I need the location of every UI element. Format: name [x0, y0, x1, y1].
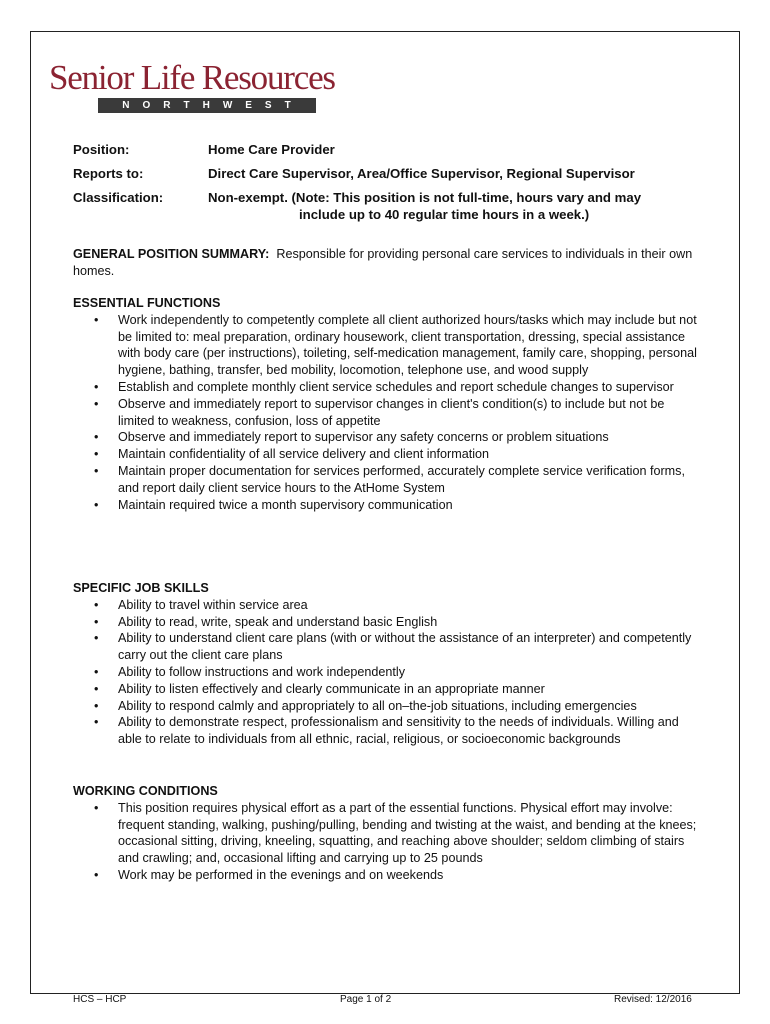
- list-item: • Work independently to competently complete all client authorized hours/tasks which may include but not be limited to: meal preparation, ordinary housework, client transportation, dressing, special assistance with body care (per instructions), toileting, self-medication management, family care, shopping, personal hygiene, bathing, transfer, bed mobility, locomotion, telephone use, and wood supply: [73, 312, 703, 379]
- footer-doc-code: HCS – HCP: [73, 994, 127, 1005]
- summary-text: Responsible for providing personal care services to individuals in their own homes.: [73, 247, 693, 278]
- job-skills-heading: SPECIFIC JOB SKILLS: [73, 581, 209, 595]
- position-label: Position:: [73, 142, 130, 157]
- list-item: • Ability to listen effectively and clearly communicate in an appropriate manner: [73, 681, 703, 698]
- essential-functions-section: [73, 295, 703, 513]
- job-skills-section: [73, 580, 703, 748]
- list-item: • Maintain required twice a month supervisory communication: [73, 497, 703, 514]
- logo-name: Senior Life Resources: [49, 58, 335, 97]
- logo-region: NORTHWEST: [98, 98, 316, 113]
- list-item: • Ability to respond calmly and appropriately to all on–the-job situations, including emergencies: [73, 698, 703, 715]
- classification-line-1: Non-exempt. (Note: This position is not full-time, hours vary and may: [208, 190, 642, 205]
- list-item: • Ability to read, write, speak and understand basic English: [73, 614, 703, 631]
- general-summary: [73, 246, 703, 280]
- list-item: • Maintain proper documentation for services performed, accurately complete service verification forms, and report daily client service hours to the AtHome System: [73, 463, 703, 497]
- list-item: • Observe and immediately report to supervisor changes in client's condition(s) to include but not be limited to weakness, confusion, loss of appetite: [73, 396, 703, 430]
- list-item: • Maintain confidentiality of all service delivery and client information: [73, 446, 703, 463]
- job-skills-list: [73, 597, 703, 748]
- list-item: • Ability to travel within service area: [73, 597, 703, 614]
- summary-heading: GENERAL POSITION SUMMARY:: [73, 247, 270, 261]
- classification-value: [208, 190, 641, 223]
- list-item: • Observe and immediately report to supervisor any safety concerns or problem situations: [73, 429, 703, 446]
- position-value: Home Care Provider: [208, 142, 335, 157]
- working-conditions-section: [73, 783, 703, 884]
- working-conditions-list: [73, 800, 703, 884]
- essential-functions-list: [73, 312, 703, 514]
- list-item: • Ability to understand client care plans (with or without the assistance of an interpreter) and competently carry out the client care plans: [73, 630, 703, 664]
- list-item: • Ability to demonstrate respect, professionalism and sensitivity to the needs of individuals. Willing and able to relate to individuals from all ethnic, racial, religious, or socioeconomic backgrounds: [73, 714, 703, 748]
- working-conditions-heading: WORKING CONDITIONS: [73, 784, 218, 798]
- company-logo: [49, 58, 335, 111]
- footer-page-number: Page 1 of 2: [340, 994, 392, 1005]
- classification-label: Classification:: [73, 190, 164, 205]
- essential-functions-heading: ESSENTIAL FUNCTIONS: [73, 296, 221, 310]
- list-item: • This position requires physical effort as a part of the essential functions. Physical effort may involve: frequent standing, walking, pushing/pulling, bending and twisting at the waist, and bending at the knees; occasional sitting, driving, kneeling, squatting, and reaching above shoulder; seldom climbing of stairs and crawling; and, occasional lifting and carrying up to 25 pounds: [73, 800, 703, 867]
- list-item: • Ability to follow instructions and work independently: [73, 664, 703, 681]
- list-item: • Work may be performed in the evenings and on weekends: [73, 867, 703, 884]
- footer-revised-date: Revised: 12/2016: [614, 994, 692, 1005]
- reports-to-value: Direct Care Supervisor, Area/Office Supervisor, Regional Supervisor: [208, 166, 635, 181]
- classification-line-2: include up to 40 regular time hours in a week.): [299, 206, 590, 222]
- list-item: • Establish and complete monthly client service schedules and report schedule changes to supervisor: [73, 379, 703, 396]
- reports-to-label: Reports to:: [73, 166, 144, 181]
